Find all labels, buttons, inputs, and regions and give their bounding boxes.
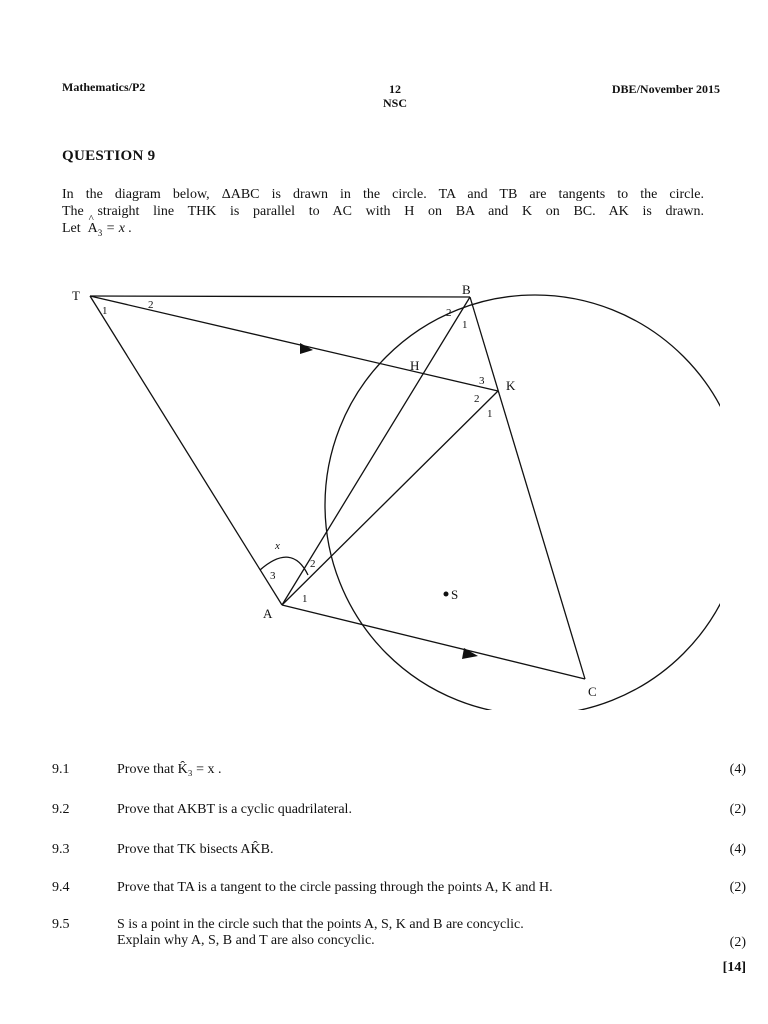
angle-x: x (275, 540, 280, 552)
angle-b1: 1 (462, 319, 468, 331)
angle-a-hat: ^ A (88, 220, 98, 237)
question-text: Prove that K̂₃ = x . (117, 762, 222, 777)
question-9-5 (52, 917, 746, 957)
point-s (444, 592, 449, 597)
question-marks: (4) (729, 842, 746, 857)
question-text-2: Explain why A, S, B and T are also concyclic. (117, 933, 375, 948)
parallel-arrow-ac (462, 648, 478, 659)
question-marks: (2) (729, 802, 746, 817)
label-s: S (451, 587, 459, 602)
circle (325, 295, 720, 710)
angle-b2: 2 (446, 307, 452, 319)
question-marks: (2) (729, 880, 746, 895)
exam-code: NSC (382, 96, 407, 110)
label-b: B (462, 282, 471, 297)
parallel-arrow-tk (300, 343, 313, 354)
label-h: H (410, 358, 420, 373)
label-t: T (72, 288, 80, 303)
question-9-1 (52, 762, 746, 780)
angle-t2: 2 (148, 299, 154, 311)
line-ak (282, 391, 498, 605)
header-page (360, 82, 430, 110)
intro-line-2: The straight line THK is parallel to AC with H on BA and K on BC. AK is drawn. (62, 204, 704, 219)
geometry-diagram (60, 280, 720, 710)
question-text: S is a point in the circle such that the points A, S, K and B are concyclic. (117, 917, 524, 932)
label-a: A (263, 606, 273, 621)
question-number: 9.3 (52, 842, 70, 857)
angle-k3: 3 (479, 375, 485, 387)
intro-line-1: In the diagram below, ΔABC is drawn in the circle. TA and TB are tangents to the circle. (62, 187, 704, 202)
question-number: 9.2 (52, 802, 70, 817)
header-subject: Mathematics/P2 (62, 80, 146, 94)
label-c: C (588, 684, 597, 699)
angle-k1: 1 (487, 408, 493, 420)
question-number: 9.1 (52, 762, 70, 777)
question-number: 9.4 (52, 880, 70, 895)
question-title: QUESTION 9 (62, 148, 156, 164)
question-text: Prove that TK bisects AK̂B. (117, 842, 274, 857)
question-9-2 (52, 802, 746, 820)
question-9-3 (52, 842, 746, 860)
angle-k2: 2 (474, 393, 480, 405)
angle-a1: 1 (302, 593, 308, 605)
line-ac (282, 605, 585, 679)
angle-subscript: 3 (97, 227, 103, 238)
question-text: Prove that AKBT is a cyclic quadrilateral. (117, 802, 352, 817)
question-marks: (4) (729, 762, 746, 777)
line-ta (90, 296, 282, 605)
question-total: [14] (722, 960, 746, 975)
question-intro (62, 186, 704, 242)
intro-line-3 (62, 220, 704, 242)
label-k: K (506, 378, 516, 393)
header-session: DBE/November 2015 (611, 82, 720, 96)
page-number: 12 (389, 82, 401, 96)
angle-a3: 3 (270, 570, 276, 582)
question-number: 9.5 (52, 917, 70, 932)
line-tb (90, 296, 470, 297)
angle-t1: 1 (102, 305, 108, 317)
question-text: Prove that TA is a tangent to the circle passing through the points A, K and H. (117, 880, 553, 895)
line-bc (470, 297, 585, 679)
intro-equals-x: = x . (102, 221, 132, 236)
intro-let: Let (62, 221, 81, 236)
angle-x-arc (260, 557, 308, 575)
angle-a2: 2 (310, 558, 316, 570)
question-9-4 (52, 880, 746, 898)
question-marks: (2) (729, 935, 746, 950)
